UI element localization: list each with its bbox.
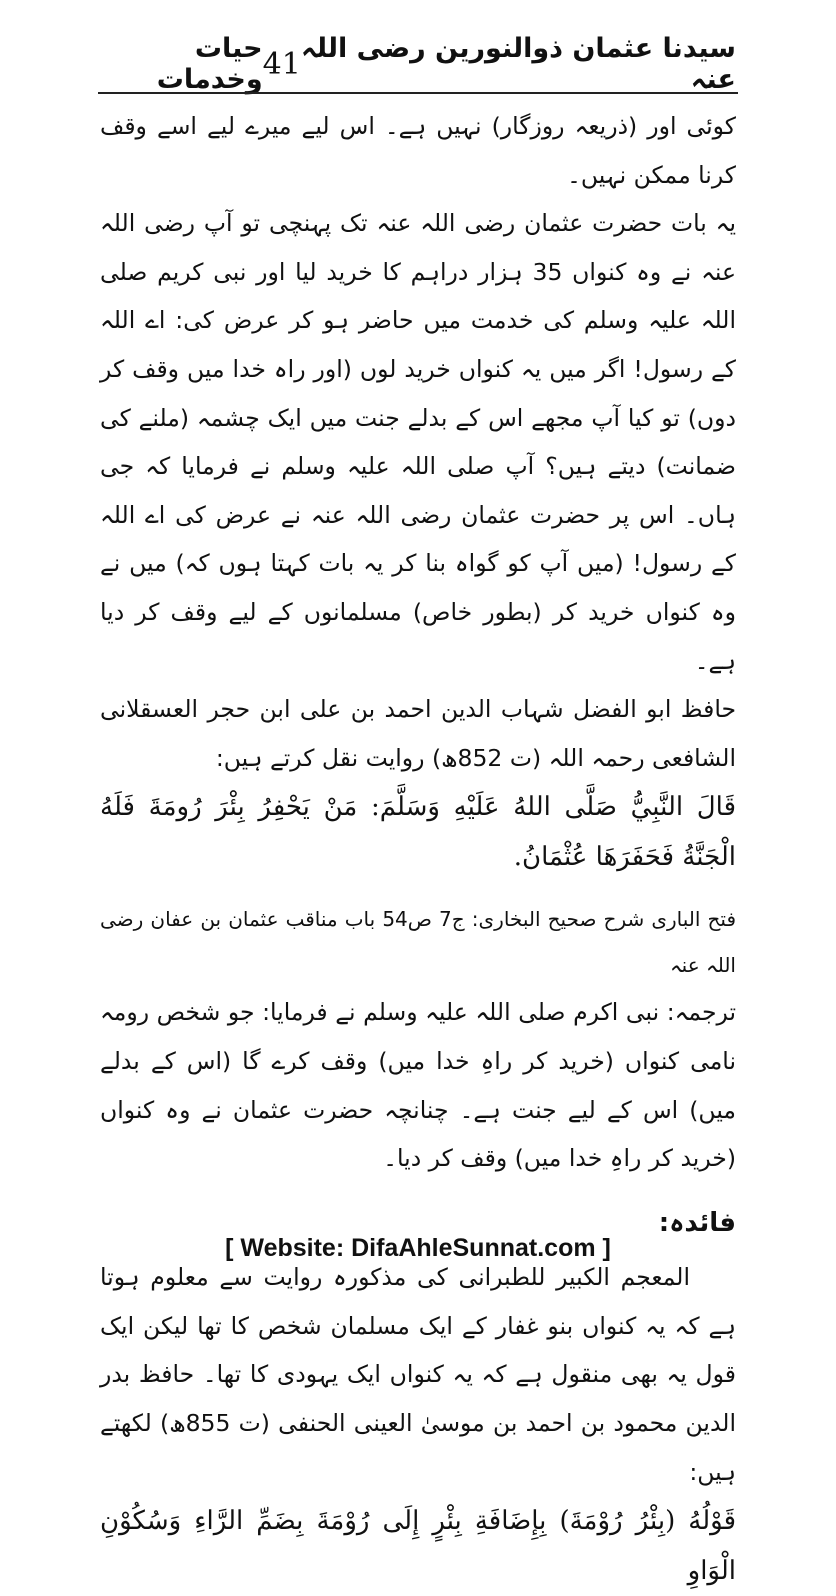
citation-reference: فتح الباری شرح صحیح البخاری: ج7 ص54 باب مناقب عثمان بن عفان رضی اللہ عنہ — [100, 907, 737, 978]
arabic-hadith: قَالَ النَّبِيُّ صَلَّى اللهُ عَلَيْهِ وَسَلَّمَ: مَنْ يَحْفِرُ بِئْرَ رُومَةَ فَلَهُ الْجَنَّةُ فَحَفَرَهَا عُثْمَانُ. — [100, 792, 736, 873]
paragraph-2: یہ بات حضرت عثمان رضی اللہ عنہ تک پہنچی تو آپ رضی اللہ عنہ نے وہ کنواں 35 ہزار دراہم کا خرید لیا اور نبی کریم صلی اللہ علیہ وسلم کی خدمت میں حاضر ہو کر عرض کی: اے اللہ کے رسول! اگر میں یہ کنواں خرید لوں (اور راہ خدا میں وقف کر دوں) تو کیا آپ مجھے اس کے بدلے جنت میں ایک چشمہ (ملنے کی ضمانت) دیتے ہیں؟ آپ صلی اللہ علیہ وسلم نے فرمایا کہ جی ہاں۔ اس پر حضرت عثمان رضی اللہ عنہ نے عرض کی اے اللہ کے رسول! (میں آپ کو گواہ بنا کر یہ بات کہتا ہوں کہ) میں نے وہ کنواں خرید کر (بطور خاص) مسلمانوں کے لیے وقف کر دیا ہے۔ — [100, 209, 736, 675]
website-footer: [ Website: DifaAhleSunnat.com ] — [225, 1234, 611, 1262]
translation-paragraph: ترجمہ: نبی اکرم صلی اللہ علیہ وسلم نے فرمایا: جو شخص رومہ نامی کنواں (خرید کر راہِ خدا میں) وقف کرے گا (اس کے بدلے میں) اس کے لیے جنت ہے۔ چنانچہ حضرت عثمان نے وہ کنواں (خرید کر راہِ خدا میں) وقف کر دیا۔ — [100, 998, 736, 1173]
page-header — [100, 33, 736, 95]
page-number: 41 — [262, 46, 301, 82]
header-divider — [98, 92, 738, 94]
paragraph-3: حافظ ابو الفضل شہاب الدین احمد بن علی ابن حجر العسقلانی الشافعی رحمہ اللہ (ت 852ھ) روایت نقل کرتے ہیں: — [100, 695, 736, 772]
book-title: سیدنا عثمان ذوالنورین رضی اللہ عنہ — [301, 33, 736, 95]
paragraph-1: کوئی اور (ذریعہ روزگار) نہیں ہے۔ اس لیے میرے لیے اسے وقف کرنا ممکن نہیں۔ — [100, 112, 736, 189]
page-body — [100, 102, 736, 1596]
arabic-quote: قَوْلُهُ (بِئْرُ رُوْمَةَ) بِإِضَافَةِ بِئْرٍ إِلَى رُوْمَةَ بِضَمِّ الرَّاءِ وَسُكُوْنِ الْوَاوِ — [100, 1506, 736, 1587]
paragraph-4: المعجم الکبیر للطبرانی کی مذکورہ روایت سے معلوم ہوتا ہے کہ یہ کنواں بنو غفار کے ایک مسلمان شخص کا تھا لیکن ایک قول یہ بھی منقول ہے کہ یہ کنواں ایک یہودی کا تھا۔ حافظ بدر الدین محمود بن احمد بن موسیٰ العینی الحنفی (ت 855ھ) لکھتے ہیں: — [100, 1263, 736, 1486]
section-title: حیات وخدمات — [156, 33, 263, 95]
faida-heading: فائدہ: — [658, 1207, 736, 1238]
